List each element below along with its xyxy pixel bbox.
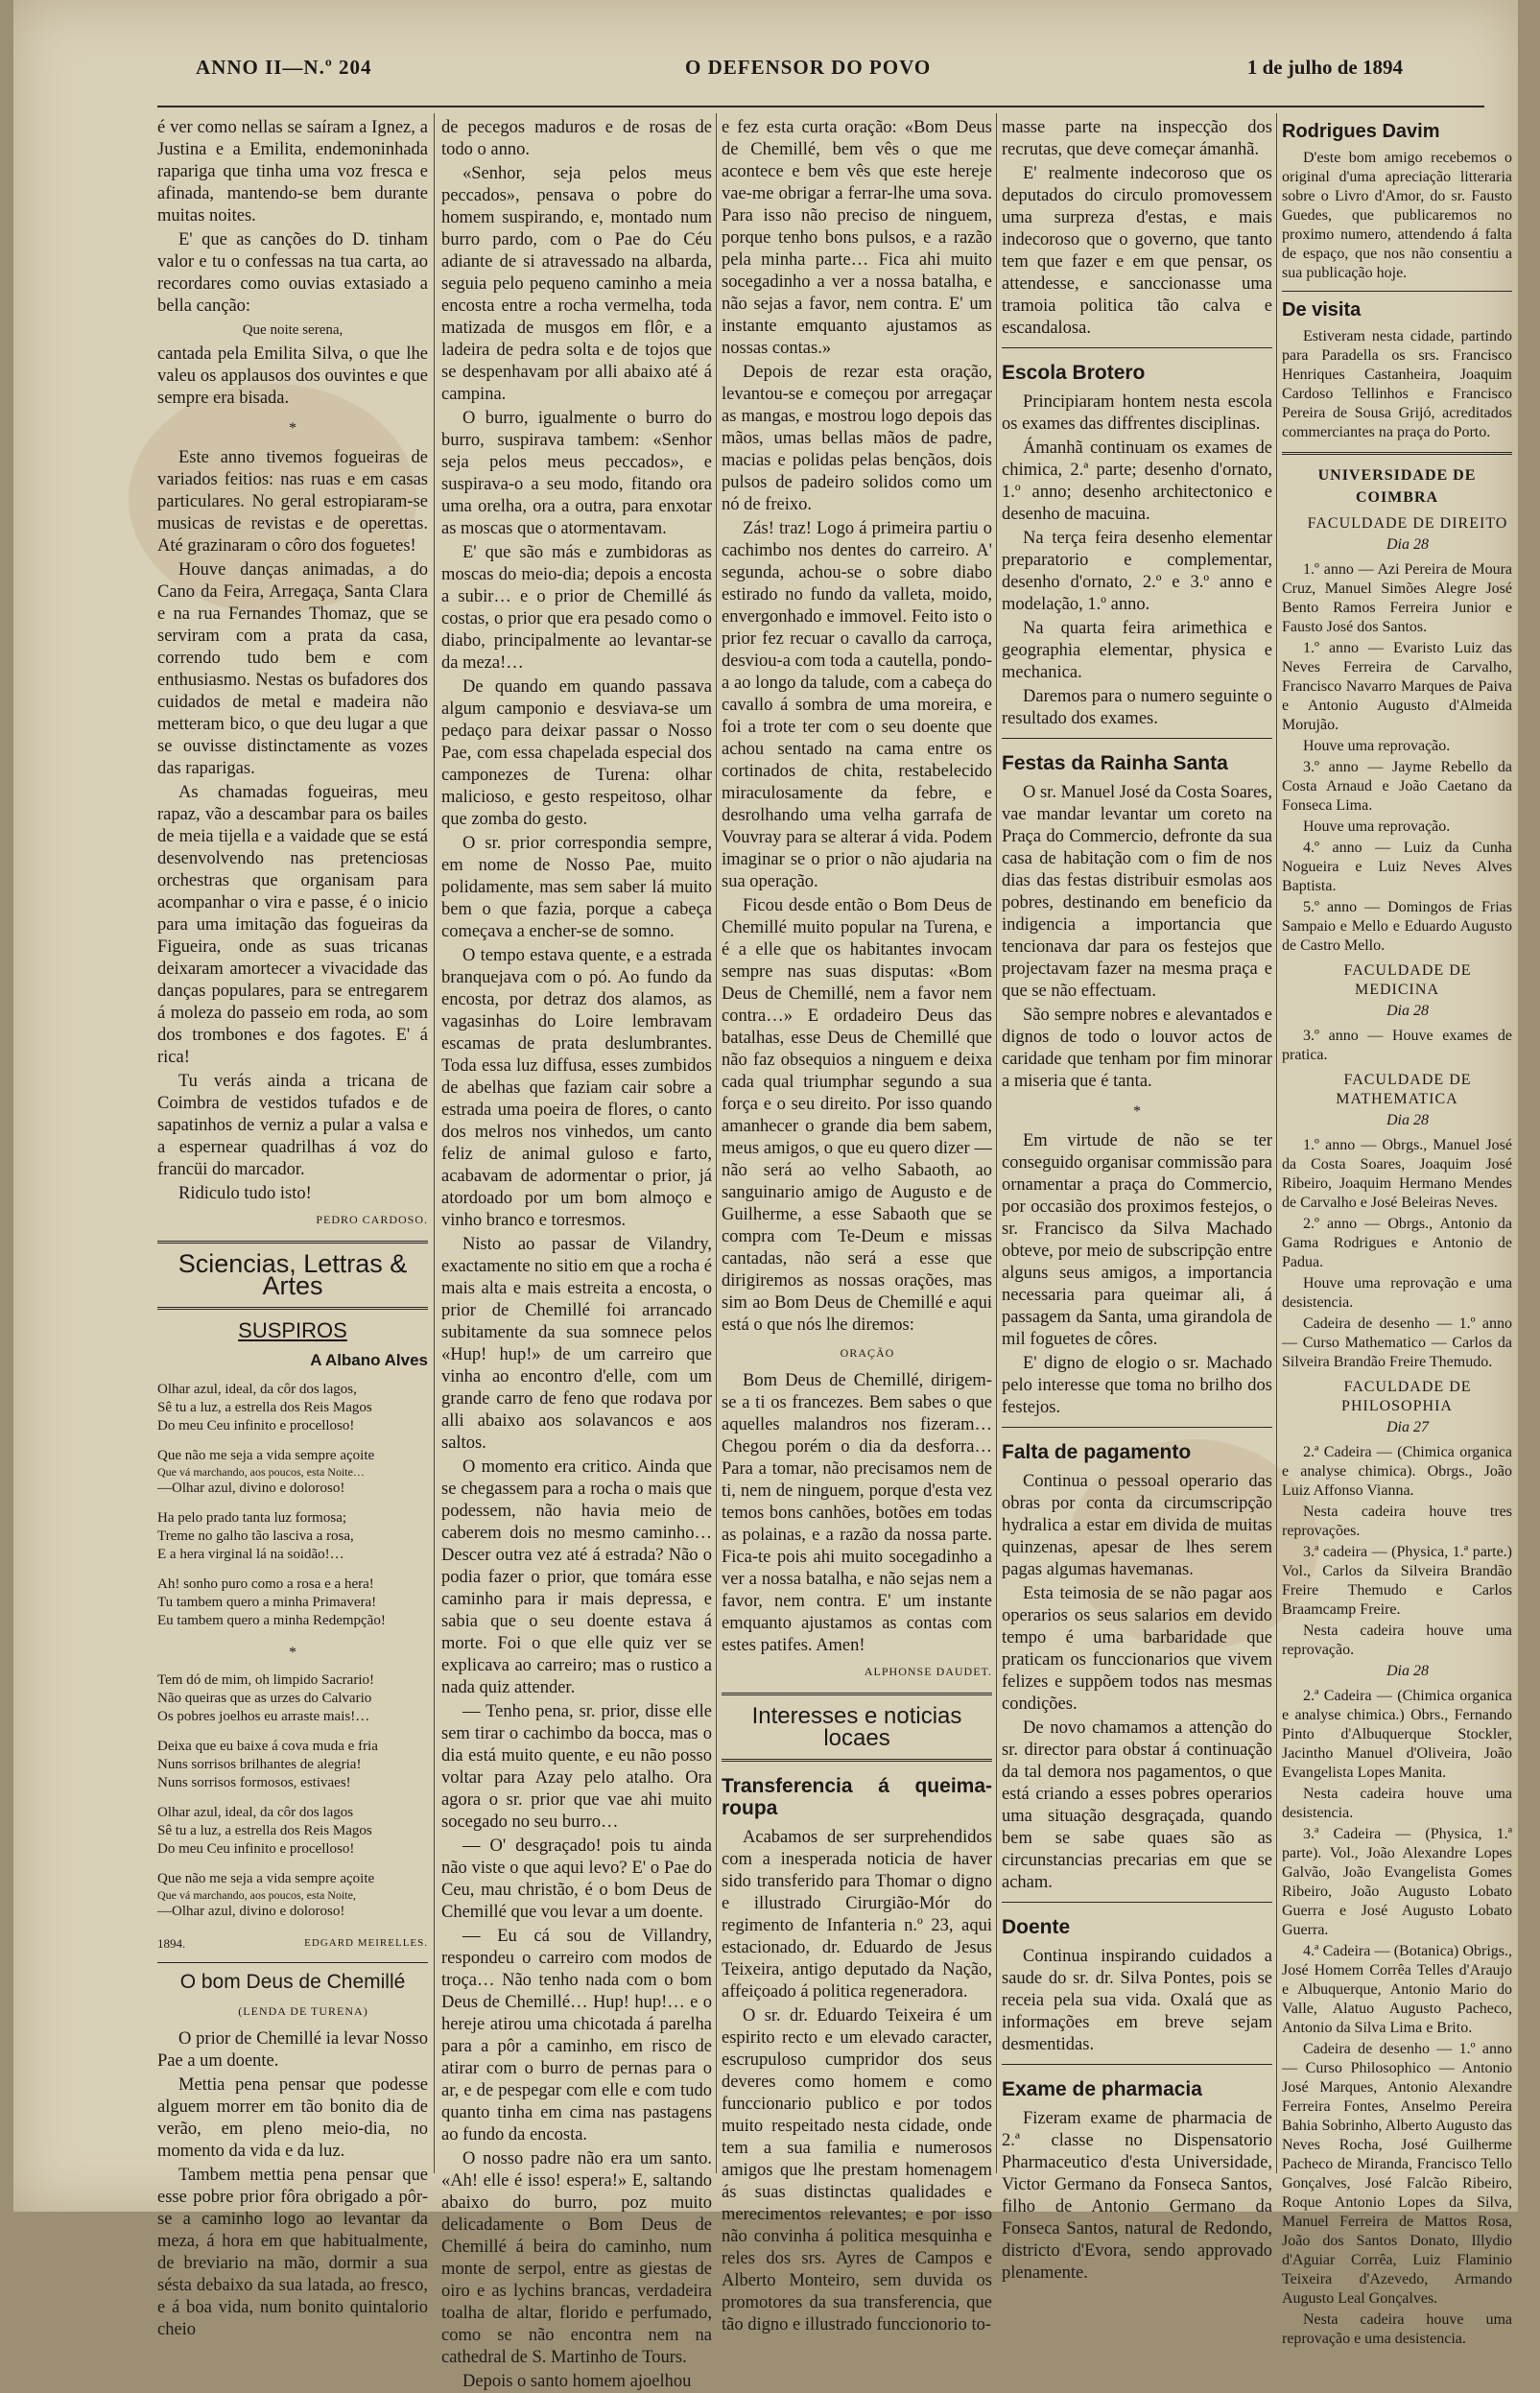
paragraph: Tambem mettia pena pensar que esse pobre prior fôra obrigado a pôr-se a caminho logo ao levantar da meza, á hora em que habitualmente, de breviario na mão, dormir a sua sésta debaixo da sua latada, ao fresco, e á boa vida, num bonito quintalorio cheio — [157, 2166, 428, 2339]
stanza — [157, 1671, 428, 1726]
section-heading: Sciencias, Lettras & Artes — [178, 1249, 408, 1300]
exam-result: 1.º anno — Azi Pereira de Moura Cruz, Manuel Simões Alegre José Bento Ramos Ferreira Junior e Fausto José dos Santos. — [1282, 561, 1512, 635]
exam-result: 2.ª Cadeira — (Chimica organica e analyse chimica.) Obrs., Fernando Pinto d'Albuquerque Stockler, Jacintho Manuel d'Oliveira, João Evangelista Lopes Manita. — [1282, 1688, 1512, 1781]
column-3 — [722, 117, 992, 2334]
prayer-heading: ORAÇÃO — [840, 1346, 895, 1360]
verse-line: Olhar azul, ideal, da côr dos lagos, — [157, 1382, 357, 1397]
issue-date: 1 de julho de 1894 — [1246, 56, 1403, 79]
paragraph: Depois de rezar esta oração, levantou-se e começou por arregaçar as mangas, e mostrou logo depois das mãos, umas bellas mãos de padre, macias e polidas pelas bençãos, dois pulsos de padeiro solidos como um nó de freixo. — [722, 363, 992, 514]
paragraph: E' que as canções do D. tinham valor e tu o confessas na tua carta, ao recordares como ouvias extasiado a bella canção: — [157, 230, 428, 316]
verse-line: Tem dó de mim, oh limpido Sacrario! — [157, 1672, 374, 1688]
masthead — [13, 48, 1518, 86]
article-rule — [1002, 738, 1272, 739]
exam-day: Dia 28 — [1386, 1112, 1429, 1128]
verse-line: Sê tu a luz, a estrella dos Reis Magos — [157, 1400, 372, 1415]
paragraph: O tempo estava quente, e a estrada branquejava com o pó. Ao fundo da encosta, por detraz dos alamos, as vagasinhas do Loire lembravam escamas de prata deslumbrantes. Toda essa luz diffusa, esses zumbidos de abelhas que faziam cair sobre a estrada uma poeira de flores, o canto dos melros nos vinhedos, um canto feliz de animal guloso e farto, acabavam de adormentar o prior, já atordoado por um bom almoço e vinho branco e torresmos. — [441, 946, 712, 1230]
separator-asterisk: * — [289, 420, 296, 437]
paragraph: Houve danças animadas, a do Cano da Feira, Arregaça, Santa Clara e na rua Fernandes Thomaz, que se serviram com a prata da casa, correndo tudo bem e com enthusiasmo. Nestas os bufadores dos cuidados de metal e madeira não metteram bico, o que deu lugar a que se ouvisse distinctamente as vozes das raparigas. — [157, 560, 428, 778]
verse-line: Que vá marchando, aos poucos, esta Noite, — [157, 1888, 356, 1902]
verse-line: Nuns sorrisos brilhantes de alegria! — [157, 1757, 362, 1772]
verse-line: Do meu Ceu infinito e procelloso! — [157, 1841, 355, 1857]
paragraph: Mettia pena pensar que podesse alguem morrer em tão bonito dia de verão, em pleno meio-dia, no momento da vida e da luz. — [157, 2075, 428, 2161]
exam-day: Dia 28 — [1386, 1003, 1429, 1019]
newspaper-title: O DEFENSOR DO POVO — [685, 56, 932, 79]
stanza — [157, 1576, 428, 1630]
verse-line: Sê tu a luz, a estrella dos Reis Magos — [157, 1823, 372, 1838]
exam-result: 4.º anno — Luiz da Cunha Nogueira e Luiz Neves Alves Baptista. — [1282, 840, 1512, 894]
article-rule — [1002, 1902, 1272, 1903]
exam-note: Nesta cadeira houve tres reprovações. — [1282, 1504, 1512, 1539]
paragraph: O burro, igualmente o burro do burro, suspirava tambem: «Senhor seja pelos meus peccados», e suspirava-o a seu modo, fitando ora uma orelha, ora a outra, para enxotar as moscas que o atormentavam. — [441, 409, 712, 538]
column-divider — [434, 113, 435, 2173]
faculty-heading: FACULDADE DE DIREITO — [1307, 515, 1508, 532]
exam-result: 3.º anno — Houve exames de pratica. — [1282, 1028, 1512, 1063]
article-heading: Transferencia á queima-roupa — [722, 1775, 992, 1819]
faculty-heading: FACULDADE DE MATHEMATICA — [1336, 1072, 1472, 1107]
paragraph: D'este bom amigo recebemos o original d'uma apreciação litteraria sobre o Livro d'Amor, do sr. Fausto Guedes, que publicaremos no proximo numero, attendendo á falta de espaço, que nos não consentiu a sua publicação hoje. — [1282, 150, 1512, 281]
verse-line: E a hera virginal lá na soidão!… — [157, 1547, 344, 1562]
paragraph: Bom Deus de Chemillé, dirigem-se a ti os francezes. Bem sabes o que aquelles malandros nos fizeram… Chegou porém o dia da desforra… Para a tomar, não precisamos nem de ti, nem de ninguem, porque d'esta vez temos bons canhões, botões em todas as polainas, e a razão da nossa parte. Fica-te pois ahi muito socegadinho a ver a nossa batalha, e não sejas nem a favor, nem contra. E' um instante emquanto ajustamos as contas com estes patifes. Amen! — [722, 1371, 992, 1655]
paragraph: Este anno tivemos fogueiras de variados feitios: nas ruas e em casas particulares. No geral estropiaram-se musicas de revistas e de operettas. Até grazinaram o côro dos foguetes! — [157, 448, 428, 556]
exam-day: Dia 27 — [1386, 1419, 1429, 1435]
exam-result: 3.ª cadeira — (Physica, 1.ª parte.) Vol., Carlos da Silveira Brandão Freire Themudo e Carlos Braamcamp Freire. — [1282, 1544, 1512, 1618]
paragraph: O sr. prior correspondia sempre, em nome de Nosso Pae, muito polidamente, mas sem saber lá muito bem o que fazia, porque a cabeça começava a encher-se de somno. — [441, 834, 712, 941]
exam-result: Cadeira de desenho — 1.º anno — Curso Mathematico — Carlos da Silveira Brandão Freire Themudo. — [1282, 1315, 1512, 1370]
section-rule — [1282, 452, 1512, 455]
paragraph: De novo chamamos a attenção do sr. director para obstar á continuação da tal demora nos pagamentos, o que está criando a esses pobres operarios uma situação desgraçada, quando bem se sabe quaes são as circunstancias precarias em que se acham. — [1002, 1718, 1272, 1892]
exam-result: 2.ª Cadeira — (Chimica organica e analyse chimica). Obrgs., João Luiz Affonso Vianna. — [1282, 1444, 1512, 1499]
paragraph: Depois o santo homem ajoelhou — [462, 2372, 692, 2391]
exam-note: Houve uma reprovação. — [1303, 738, 1451, 754]
article-heading: De visita — [1282, 299, 1362, 320]
section-rule — [157, 1307, 428, 1310]
issue-number: ANNO II—N.º 204 — [196, 56, 372, 79]
paragraph: Ridiculo tudo isto! — [178, 1184, 312, 1203]
paragraph: O momento era critico. Ainda que se chegassem para a rocha o mais que podessem, não havia meio de caberem dois no mesmo caminho… Descer outra vez até á estrada? Não o podia fazer o prior, que tomára esse caminho para ir mais depressa, e sabia que o seu doente estava á morte. Foi o que elle quiz ver se explicava ao carreiro; mas o rustico a nada quiz attender. — [441, 1457, 712, 1697]
section-rule — [722, 1759, 992, 1762]
verse-line: Deixa que eu baixe á cova muda e fria — [157, 1739, 378, 1754]
paragraph: Ámanhã continuam os exames de chimica, 2.ª parte; desenho d'ornato, 1.º anno; desenho architectonico e desenho de macuina. — [1002, 438, 1272, 524]
stanza — [157, 1870, 428, 1921]
paragraph: Na terça feira desenho elementar preparatorio e complementar, desenho d'ornato, 2.º e 3.º anno e modelação, 1.º anno. — [1002, 529, 1272, 614]
paragraph: cantada pela Emilita Silva, o que lhe valeu os applausos dos ouvintes e que sempre era bisada. — [157, 344, 428, 408]
exam-day: Dia 28 — [1386, 1663, 1429, 1679]
faculty-heading: FACULDADE DE MEDICINA — [1343, 962, 1472, 998]
column-4 — [1002, 117, 1272, 2283]
paragraph: Continua o pessoal operario das obras por conta da circumscripção hydralica a estar em divida de muitas quinzenas, apesar de lhes serem pagas algumas havemanas. — [1002, 1472, 1272, 1579]
paragraph: masse parte na inspecção dos recrutas, que deve começar ámanhã. — [1002, 118, 1272, 159]
exam-note: Houve uma reprovação. — [1303, 818, 1451, 835]
article-heading: Rodrigues Davim — [1282, 121, 1440, 142]
university-heading: UNIVERSIDADE DE COIMBRA — [1317, 467, 1477, 506]
verse-line: Tu tambem quero a minha Primavera! — [157, 1595, 377, 1610]
paragraph: Esta teimosia de se não pagar aos operarios os seus salarios em devido tempo é uma barbaridade que praticam os funccionarios que vivem felizes e suppõem todos nas mesmas condições. — [1002, 1584, 1272, 1714]
paragraph: Nisto ao passar de Vilandry, exactamente no sitio em que a rocha é mais alta e mais estreita a encosta, o prior de Chemillé foi arrancado subitamente da sua somnece pelos «Hup! hup!» de um carreiro que vinha ao encontro d'elle, com um grande carro de feno que rodava por alli abaixo aos solavancos e aos saltos. — [441, 1235, 712, 1453]
poem-footer — [157, 1932, 428, 1955]
article-heading: Doente — [1002, 1916, 1071, 1938]
verse-line: Ha pelo prado tanta luz formosa; — [157, 1510, 347, 1526]
article-heading: Festas da Rainha Santa — [1002, 752, 1228, 774]
column-divider — [996, 113, 997, 2173]
paragraph: O prior de Chemillé ia levar Nosso Pae a um doente. — [157, 2029, 428, 2071]
verse-line: Nuns sorrisos formosos, estivaes! — [157, 1775, 351, 1790]
section-rule — [722, 1693, 992, 1695]
exam-day: Dia 28 — [1386, 536, 1429, 553]
paragraph: As chamadas fogueiras, meu rapaz, vão a descambar para os bailes de meia tijella e a vaidade que se está desenvolvendo nas pretenciosas orchestras que organisam para acompanhar o vira e passe, é o inicio para uma imitação das fogueiras da Figueira, onde as suas tricanas deixaram amortecer a vivacidade das danças populares, para se entregarem á moleza do passeio em roda, ao som dos trombones e dos fagotes. E' á rica! — [157, 783, 428, 1067]
poem-title: SUSPIROS — [238, 1318, 347, 1342]
story-title: O bom Deus de Chemillé — [179, 1971, 406, 1993]
verse-line: Treme no galho tão lasciva a rosa, — [157, 1528, 354, 1544]
paragraph: São sempre nobres e alevantados e dignos de todo o louvor actos de caridade que tenham por fim minorar a miseria que é tanta. — [1002, 1006, 1272, 1091]
column-divider — [1276, 113, 1277, 2173]
exam-result: 3.ª Cadeira — (Physica, 1.ª parte). Vol., João Alexandre Lopes Galvão, João Evangelista Gomes Ribeiro, João Augusto Lobato Guerra e José Augusto Lobato Guerra. — [1282, 1826, 1512, 1938]
paragraph: Ficou desde então o Bom Deus de Chemillé muito popular na Turena, e é a elle que os habitantes invocam sempre nas suas disputas: «Bom Deus de Chemillé, nem a favor nem contra…» E ordadeiro Deus das batalhas, esse Deus de Chemillé que não faz obsequios a ninguem e deixa cada qual triumphar segundo a sua força e o seu direito. Por isso quando amanhecer o grande dia bem sabem, meus amigos, o que eu quero dizer — não será ao velho Sabaoth, ao sanguinario amigo de Augusto e de Guilherme, a esse Sabaoth que se compra com Te-Deum e missas cantadas, não será a esse que dirigiremos as nossas orações, mas sim ao Bom Deus de Chemillé e aqui está o que nós lhe diremos: — [722, 896, 992, 1335]
column-1 — [157, 117, 428, 2339]
exam-result: 4.ª Cadeira — (Botanica) Obrigs., José Homem Corrêa Telles d'Araujo e Albuquerque, Antonio Mario do Valle, Alatuo Augusto Pacheco, Antonio da Silva Lima e Brito. — [1282, 1943, 1512, 2036]
paragraph: Zás! traz! Logo á primeira partiu o cachimbo nos dentes do carreiro. A' segunda, achou-se o sobre diabo estirado no fundo da valleta, moido, envergonhado e immovel. Feito isto o prior fez recuar o cavallo da carroça, desviou-a com toda a cautella, pondo-a ao longo da talude, com a cabeça do cavallo á sombra de uma moreira, e foi a trote ter com o seu doente que achou sentado na cama entre os cortinados de chita, restabelecido miraculosamente da febre, e desrolhando uma velha garrafa de Vouvray para se alterar á vida. Podem imaginar se o prior o não ajudaria na sua operação. — [722, 519, 992, 891]
paragraph: E' que são más e zumbidoras as moscas do meio-dia; depois a encosta a subir… e o prior de Chemillé ás costas, o prior que era pesado como o diabo, principalmente ao levantar-se da meza!… — [441, 543, 712, 673]
column-divider — [716, 113, 717, 2173]
paragraph: De quando em quando passava algum camponio e desviava-se um pedaço para deixar passar o Nosso Pae, com essa chapelada especial dos camponezes de Turena: olhar malicioso, e gesto respeitoso, olhar que zomba do gesto. — [441, 677, 712, 829]
paragraph: Continua inspirando cuidados a saude do sr. dr. Silva Pontes, pois se receia pela sua vida. Oxalá que as informações em breve sejam desmentidas. — [1002, 1947, 1272, 2054]
article-rule — [1002, 1427, 1272, 1428]
exam-result: 1.º anno — Obrgs., Manuel José da Costa Soares, Joaquim José Ribeiro, Joaquim Hermano Mendes de Carvalho e José Beleiras Neves. — [1282, 1137, 1512, 1211]
exam-result: Cadeira de desenho — 1.º anno — Curso Philosophico — Antonio José Marques, Antonio Alexandre Ferreira Fontes, Anselmo Pereira Bahia Sobrinho, Alberto Augusto das Neves Rocha, José Guilherme Pacheco de Miranda, Francisco Tello Gonçalves, José Falcão Ribeiro, Roque Antonio Lopes da Silva, Manuel Ferreira de Mattos Rosa, João dos Santos Donato, Illydio d'Aguiar Corrêa, Luiz Flaminio Teixeira d'Azevedo, Armando Augusto Leal Gonçalves. — [1282, 2041, 1512, 2307]
section-rule — [157, 1241, 428, 1244]
paragraph: Principiaram hontem nesta escola os exames das diffrentes disciplinas. — [1002, 392, 1272, 434]
article-heading: Falta de pagamento — [1002, 1441, 1192, 1463]
column-2 — [441, 117, 712, 2391]
verse-line: Que não me seja a vida sempre açoite — [157, 1871, 375, 1886]
separator-asterisk: * — [289, 1645, 296, 1661]
article-heading: Escola Brotero — [1002, 362, 1146, 384]
verse-line: Que não me seja a vida sempre açoite — [157, 1448, 375, 1463]
faculty-heading: FACULDADE DE PHILOSOPHIA — [1341, 1379, 1472, 1414]
paragraph: E' digno de elogio o sr. Machado pelo interesse que toma no brilho dos festejos. — [1002, 1354, 1272, 1417]
verse-line: Não queiras que as urzes do Calvario — [157, 1691, 372, 1706]
paragraph: O sr. Manuel José da Costa Soares, vae mandar levantar um coreto na Praça do Commercio, defronte da sua casa de habitação com o fim de nos dias das festas distribuir esmolas aos pobres, destinando em beneficio da indigencia a importancia que tencionava dar para os festejos que projectavam fazer na mesma praça e que se não effectuam. — [1002, 783, 1272, 1001]
paragraph: — O' desgraçado! pois tu ainda não viste o que aqui levo? E' o Pae do Ceu, mau christão, é o bom Deus de Chemillé que vou levar a um doente. — [441, 1836, 712, 1922]
stanza — [157, 1509, 428, 1564]
verse-line: Ah! sonho puro como a rosa e a hera! — [157, 1576, 374, 1592]
paragraph: Em virtude de não se ter conseguido organisar commissão para ornamentar a praça do Commercio, por occasião dos proximos festejos, o sr. Francisco da Silva Machado obteve, por meio de subscripção entre alguns seus amigos, a importancia necessaria para queimar ali, á passagem da Santa, uma girandola de mil foguetes de côres. — [1002, 1131, 1272, 1349]
paragraph: é ver como nellas se saíram a Ignez, a Justina e a Emilita, endemoninhada rapariga que tinha uma voz fresca e afinada, mantendo-se bem durante muitas noites. — [157, 118, 428, 225]
paragraph: O sr. dr. Eduardo Teixeira é um espirito recto e um elevado caracter, escrupuloso cumpridor dos seus deveres como homem e como funccionario publico e por todos muito respeitado nesta cidade, onde tem a sua familia e numerosos amigos que lhe prestam homenagem ás suas distinctas qualidades e merecimentos relevantes; e por isso não convinha á politica mesquinha e reles dos srs. Ayres de Campos e Alberto Monteiro, sem duvida os promotores da sua transferencia, que tão digno e illustrado funccionorio to- — [722, 2006, 992, 2334]
article-rule — [1002, 347, 1272, 348]
paragraph: «Senhor, seja pelos meus peccados», pensava o pobre do homem suspirando, e, montado num burro pardo, com o Pae do Céu adiante de si atravessado na albarda, seguia pelo pequeno caminho a meia encosta entre a rocha vermelha, toda matizada de musgos em flôr, e a ladeira de pedra solta e de tojos que se despenhavam por alli abaixo até á campina. — [441, 164, 712, 404]
exam-result: 2.º anno — Obrgs., Antonio da Gama Rodrigues e Antonio de Padua. — [1282, 1216, 1512, 1270]
paragraph: Tu verás ainda a tricana de Coimbra de vestidos tufados e de sapatinhos de verniz a pular a valsa e a espernear quadrilhas á voz do francüi do marcador. — [157, 1072, 428, 1179]
paragraph: de pecegos maduros e de rosas de todo o anno. — [441, 118, 712, 159]
poem-dedication: A Albano Alves — [310, 1351, 428, 1369]
exam-result: 5.º anno — Domingos de Frias Sampaio e Mello e Eduardo Augusto de Castro Mello. — [1282, 899, 1512, 954]
separator-asterisk: * — [1133, 1103, 1141, 1120]
paragraph: E' realmente indecoroso que os deputados do circulo promovessem uma surpreza d'estas, e mais indecoroso que o governo, que tanto tem que fazer e em que pensar, os attendesse, e sanccionasse uma tramoia politica tão calva e escandalosa. — [1002, 164, 1272, 338]
verse-line: Que vá marchando, aos poucos, esta Noite… — [157, 1465, 365, 1479]
stanza — [157, 1381, 428, 1435]
stanza — [157, 1447, 428, 1498]
article-heading: Exame de pharmacia — [1002, 2078, 1202, 2100]
newspaper-page — [13, 0, 1518, 2391]
verse-line: Olhar azul, ideal, da côr dos lagos — [157, 1805, 354, 1820]
exam-note: Nesta cadeira houve uma reprovação e uma desistencia. — [1282, 2311, 1512, 2347]
exam-result: 1.º anno — Evaristo Luiz das Neves Ferreira de Carvalho, Francisco Navarro Marques de Paiva e Antonio Augusto d'Almeida Morujão. — [1282, 640, 1512, 733]
paragraph: Na quarta feira arimethica e geographia elementar, physica e mechanica. — [1002, 619, 1272, 682]
paragraph: — Eu cá sou de Villandry, respondeu o carreiro com modos de troça… Não tenho nada com o bom Deus de Chemillé… Hup! hup!… e o hereje atirou uma chicotada á parelha para a pôr a caminho, em risco de atirar com o burro de pernas para o ar, e de pespegar com elle e com tudo quanto tinha em cima nas pastagens ao fundo da encosta. — [441, 1927, 712, 2144]
stanza — [157, 1738, 428, 1792]
paragraph: Acabamos de ser surprehendidos com a inesperada noticia de haver sido transferido para Thomar o digno e illustrado Cirurgião-Mór do regimento de Infanteria n.º 23, aqui estacionado, dr. Eduardo de Jesus Teixeira, antigo deputado da Nação, affeiçoado á politica regeneradora. — [722, 1828, 992, 2002]
article-rule — [157, 1962, 428, 1963]
signature: ALPHONSE DAUDET. — [864, 1665, 992, 1678]
verse-line: —Olhar azul, divino e doloroso! — [157, 1481, 345, 1496]
verse-line: Do meu Ceu infinito e procelloso! — [157, 1418, 355, 1433]
poem-year: 1894. — [157, 1936, 186, 1951]
paragraph: Estiveram nesta cidade, partindo para Paradella os srs. Francisco Henriques Castanheira, Joaquim Cardoso Tellinhos e Francisco Pereira de Sousa Grijó, acreditados commerciantes na praça do Porto. — [1282, 328, 1512, 440]
poem-signature: EDGARD MEIRELLES. — [304, 1937, 428, 1949]
stanza — [157, 1804, 428, 1859]
paragraph: O nosso padre não era um santo. «Ah! elle é isso! espera!» E, saltando abaixo do burro, poz muito delicadamente o Bom Deus de Chemillé á beira do caminho, num monte de serpol, entre as giestas de oiro e as lychins brancas, verdadeira toalha de altar, florido e perfumado, como se não encontra nem na cathedral de S. Martinho de Tours. — [441, 2149, 712, 2367]
verse-line: Eu tambem quero a minha Redempção! — [157, 1613, 386, 1628]
article-rule — [1002, 2064, 1272, 2065]
paragraph: Fizeram exame de pharmacia de 2.ª classe no Dispensatorio Pharmaceutico d'esta Universidade, Victor Germano da Fonseca Santos, filho de Antonio Germano da Fonseca Santos, natural de Redondo, districto d'Evora, sendo approvado plenamente. — [1002, 2109, 1272, 2283]
paragraph: Daremos para o numero seguinte o resultado dos exames. — [1002, 687, 1272, 728]
column-5 — [1282, 117, 1512, 2347]
exam-note: Nesta cadeira houve uma reprovação. — [1282, 1623, 1512, 1658]
paragraph: e fez esta curta oração: «Bom Deus de Chemillé, bem vês o que me acontece e bem vês que este hereje vae-me obrigar a ferrar-lhe uma sova. Para isso não preciso de ninguem, porque tenho bons pulsos, e a razão pela minha parte… Fica ahi muito socegadinho a ver a nossa batalha, e não sejas a favor, nem contra. E' um instante emquanto ajustamos as nossas contas.» — [722, 118, 992, 358]
quoted-line: Que noite serena, — [242, 322, 344, 338]
section-heading: Interesses e noticias locaes — [751, 1703, 962, 1751]
exam-note: Houve uma reprovação e uma desistencia. — [1282, 1275, 1512, 1311]
masthead-rule — [157, 106, 1484, 107]
signature: PEDRO CARDOSO. — [316, 1213, 428, 1226]
verse-line: Os pobres joelhos eu arraste mais!… — [157, 1709, 370, 1724]
story-subtitle: (LENDA DE TURENA) — [238, 2004, 368, 2018]
exam-note: Nesta cadeira houve uma desistencia. — [1282, 1786, 1512, 1821]
article-rule — [1282, 291, 1512, 292]
verse-line: —Olhar azul, divino e doloroso! — [157, 1904, 345, 1919]
paragraph: — Tenho pena, sr. prior, disse elle sem tirar o cachimbo da bocca, mas o dia está muito quente, e eu não posso voltar para Azay pelo atalho. Ora agora o sr. prior que vae ahi muito socegado no seu burro… — [441, 1702, 712, 1832]
exam-result: 3.º anno — Jayme Rebello da Costa Arnaud e João Caetano da Fonseca Lima. — [1282, 759, 1512, 814]
